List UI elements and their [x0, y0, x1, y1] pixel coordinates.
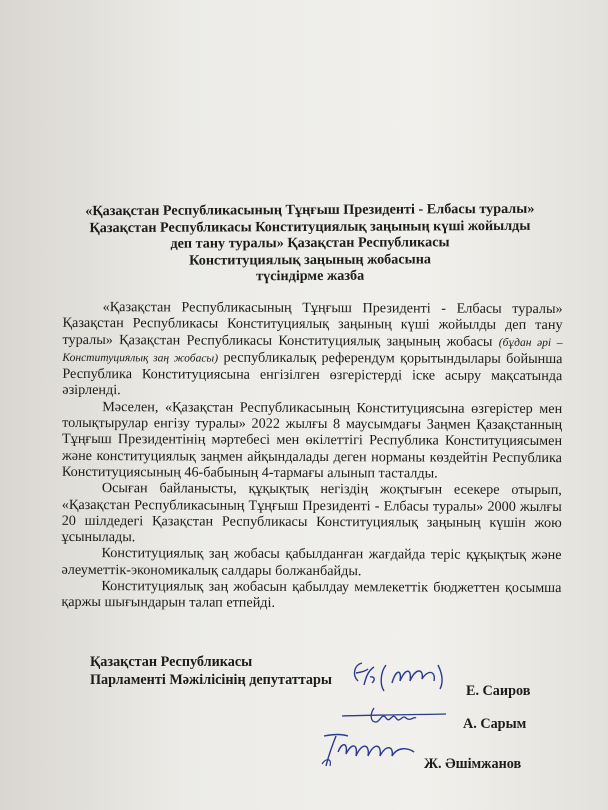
deputy-name-3: Ж. Әшімжанов — [424, 756, 522, 772]
paragraph-1-text-a: «Қазақстан Республикасының Тұңғыш Президенті - Елбасы туралы» Қазақстан Республикасы Конституциялық заңының күші жойылды деп тану туралы» Қазақстан Республикасы Конституциялық заңының жобасы — [62, 299, 563, 350]
signature-3 — [318, 728, 428, 772]
title-line-1: «Қазақстан Республикасының Тұңғыш Президенті - Елбасы туралы» — [85, 200, 535, 220]
paragraph-1-italic-note: (бұдан әрі – Конституциялық заң жобасы) — [62, 336, 563, 365]
document-title — [60, 201, 560, 287]
signature-2 — [340, 700, 450, 730]
paragraph-4: Конституциялық заң жобасы қабылданған жағдайда теріс құқықтық және әлеуметтік-экономикалық салдары болжанбайды. — [61, 545, 562, 579]
deputy-name-1: Е. Саиров — [466, 683, 531, 699]
signatory-line-1: Қазақстан Республикасы — [90, 654, 253, 670]
paragraph-2: Мәселен, «Қазақстан Республикасының Конституциясына өзгерістер мен толықтырулар енгізу туралы» 2022 жылғы 8 маусымдағы Заңмен Қазақстанның Тұңғыш Президентінің мәртебесі мен өкілеттігі Республика Конституциясымен және конституциялық заңмен айқындалады деген норманы көздейтін Республика Конституциясының 46-бабының 4-тармағы алынып тасталды. — [61, 398, 563, 482]
title-line-5: түсіндірме жазба — [256, 268, 365, 285]
signature-1 — [350, 655, 460, 700]
paragraph-5: Конституциялық заң жобасын қабылдау мемлекеттік бюджеттен қосымша қаржы шығындарын талап етпейді. — [61, 578, 562, 612]
paragraph-1-text-b: республикалық референдум қорытындылары бойынша Республика Конституциясына енгізілген өзгерістерді іске асыру мақсатында әзірленді. — [62, 349, 563, 399]
title-line-2: Қазақстан Республикасы Конституциялық заңының күші жойылды — [89, 217, 531, 236]
title-line-3: деп тану туралы» Қазақстан Республикасы — [170, 234, 450, 252]
signatory-block — [90, 653, 332, 689]
paragraph-1 — [62, 299, 562, 401]
title-line-4: Конституциялық заңының жобасына — [189, 251, 432, 269]
paragraph-3: Осыған байланысты, құқықтық негіздің жоқтығын есекере отырып, «Қазақстан Республикасының Тұңғыш Президенті - Елбасы туралы» 2000 жылғы 20 шілдедегі Қазақстан Республикасы Конституциялық заңының күшін жою ұсынылады. — [61, 480, 562, 546]
deputy-name-2: А. Сарым — [463, 716, 527, 732]
document-body — [61, 299, 562, 613]
signatory-line-2: Парламенті Мәжілісінің депутаттары — [90, 672, 332, 688]
